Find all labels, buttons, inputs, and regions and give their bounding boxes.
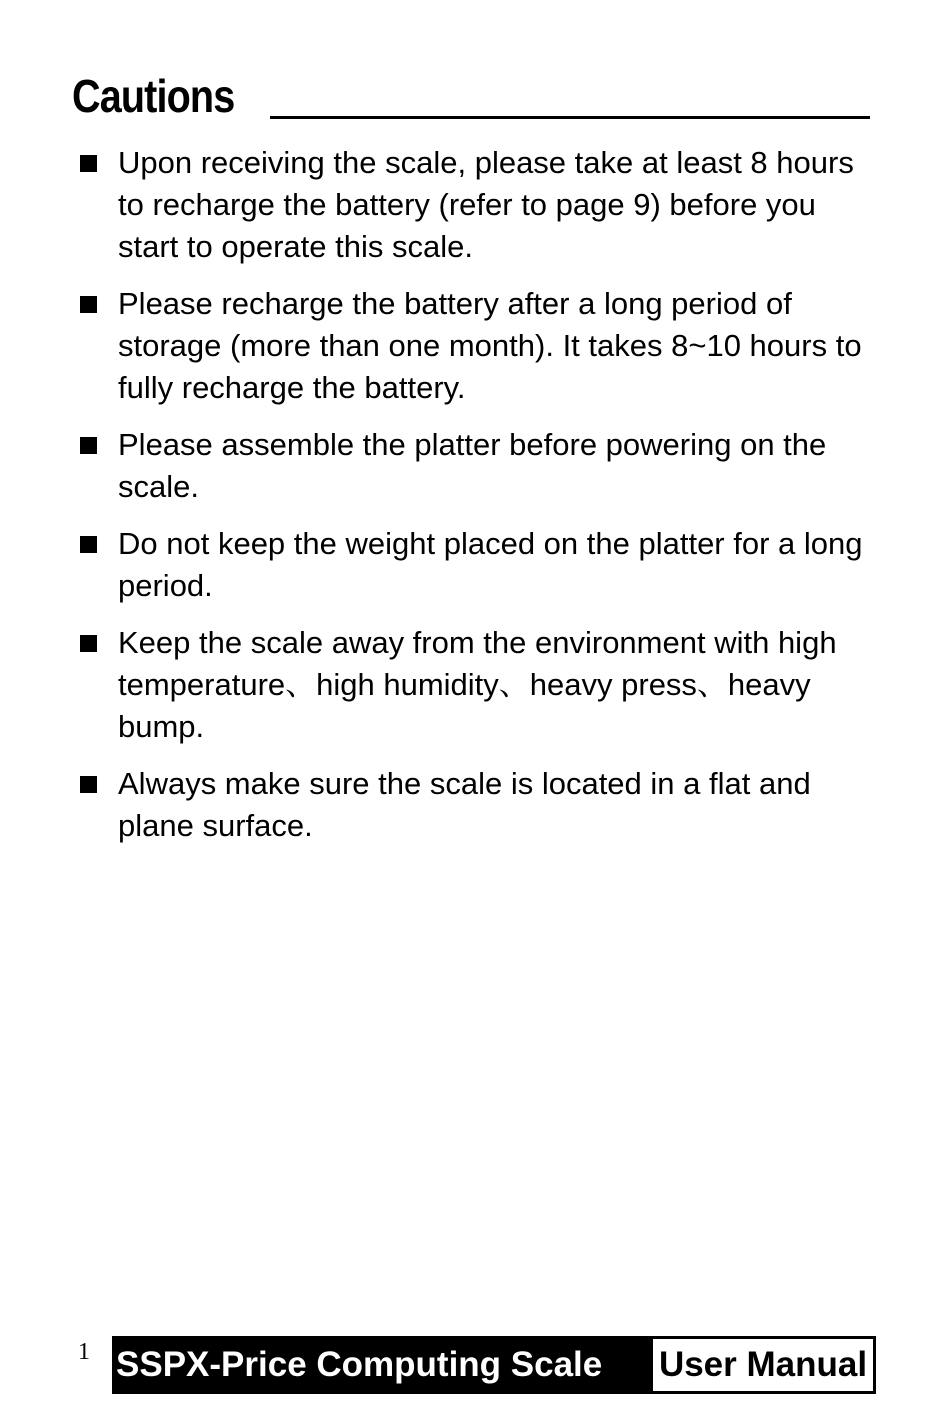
black-square-icon — [80, 296, 97, 313]
page-footer — [78, 1336, 878, 1394]
list-item — [78, 763, 878, 847]
black-square-icon — [80, 437, 97, 454]
caution-text: Always make sure the scale is located in a flat and plane surface. — [118, 766, 811, 843]
black-square-icon — [80, 155, 97, 172]
black-square-icon — [80, 635, 97, 652]
caution-text: Upon receiving the scale, please take at least 8 hours to recharge the battery (refer to page 9) before you start to operate this scale. — [118, 145, 854, 264]
caution-text: Do not keep the weight placed on the platter for a long period. — [118, 526, 863, 603]
list-item — [78, 142, 878, 268]
caution-text: Keep the scale away from the environment with high temperature、high humidity、heavy press、heavy bump. — [118, 625, 837, 744]
list-item — [78, 523, 878, 607]
caution-list — [78, 142, 878, 862]
manual-label-box: User Manual — [650, 1336, 876, 1394]
title-rule — [270, 116, 870, 119]
list-item — [78, 424, 878, 508]
black-square-icon — [80, 536, 97, 553]
list-item — [78, 283, 878, 409]
list-item — [78, 622, 878, 748]
caution-text: Please recharge the battery after a long period of storage (more than one month). It takes 8~10 hours to fully recharge the battery. — [118, 286, 862, 405]
black-square-icon — [80, 776, 97, 793]
page-number: 1 — [78, 1339, 90, 1365]
product-name-banner: SSPX-Price Computing Scale — [112, 1336, 650, 1394]
page-title: Cautions — [72, 70, 235, 122]
heading-row — [72, 68, 872, 128]
caution-text: Please assemble the platter before powering on the scale. — [118, 427, 827, 504]
